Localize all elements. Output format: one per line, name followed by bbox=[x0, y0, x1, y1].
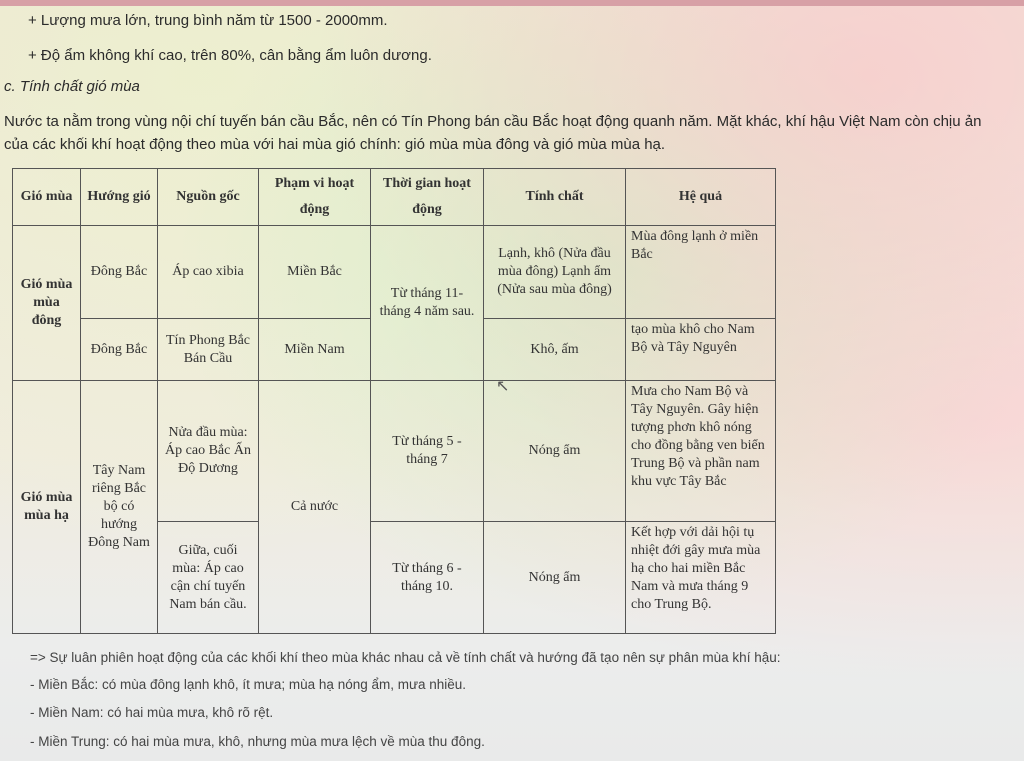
origin-cell: Tín Phong Bắc Bán Cầu bbox=[158, 319, 259, 381]
origin-cell: Giữa, cuối mùa: Áp cao cận chí tuyến Nam bán cầu. bbox=[158, 522, 259, 634]
direction-cell: Tây Nam riêng Bắc bộ có hướng Đông Nam bbox=[81, 381, 158, 634]
origin-cell: Áp cao xibia bbox=[158, 226, 259, 319]
time-cell: Từ tháng 5 - tháng 7 bbox=[371, 381, 484, 522]
header-cell: Hệ quả bbox=[626, 169, 776, 226]
table-header-row bbox=[13, 169, 776, 226]
effect-cell: tạo mùa khô cho Nam Bộ và Tây Nguyên bbox=[626, 319, 776, 381]
header-cell: Gió mùa bbox=[13, 169, 81, 226]
winter-monsoon-label: Gió mùa mùa đông bbox=[13, 226, 81, 381]
rain-bullet: + Lượng mưa lớn, trung bình năm từ 1500 - 2000mm. bbox=[28, 12, 388, 29]
property-cell: Nóng ẩm bbox=[484, 381, 626, 522]
header-cell: Thời gian hoạt động bbox=[371, 169, 484, 226]
effect-cell: Mùa đông lạnh ở miền Bắc bbox=[626, 226, 776, 319]
direction-cell: Đông Bắc bbox=[81, 319, 158, 381]
conclusion-north: - Miền Bắc: có mùa đông lạnh khô, ít mưa; mùa hạ nóng ẩm, mưa nhiều. bbox=[30, 677, 467, 692]
screen-top-edge bbox=[0, 0, 1024, 6]
time-cell: Từ tháng 11- tháng 4 năm sau. bbox=[371, 226, 484, 381]
conclusion-central: - Miền Trung: có hai mùa mưa, khô, nhưng mùa mưa lệch về mùa thu đông. bbox=[30, 734, 485, 749]
humidity-bullet: + Độ ẩm không khí cao, trên 80%, cân bằng ẩm luôn dương. bbox=[28, 47, 432, 64]
range-cell: Miền Bắc bbox=[259, 226, 371, 319]
table-row bbox=[13, 381, 776, 522]
table-row bbox=[13, 226, 776, 319]
property-cell: Lạnh, khô (Nửa đầu mùa đông) Lạnh ẩm (Nửa sau mùa đông) bbox=[484, 226, 626, 319]
range-cell: Miền Nam bbox=[259, 319, 371, 381]
header-cell: Phạm vi hoạt động bbox=[259, 169, 371, 226]
header-cell: Hướng gió bbox=[81, 169, 158, 226]
section-heading: c. Tính chất gió mùa bbox=[4, 78, 140, 95]
summer-monsoon-label: Gió mùa mùa hạ bbox=[13, 381, 81, 634]
header-cell: Tính chất bbox=[484, 169, 626, 226]
property-cell: Khô, ấm bbox=[484, 319, 626, 381]
conclusion-summary: => Sự luân phiên hoạt động của các khối khí theo mùa khác nhau cả về tính chất và hướng đã tạo nên sự phân mùa khí hậu: bbox=[30, 650, 781, 665]
monsoon-table bbox=[12, 168, 776, 634]
intro-line-2: của các khối khí hoạt động theo mùa với hai mùa gió chính: gió mùa mùa đông và gió mùa mùa hạ. bbox=[4, 136, 666, 153]
origin-cell: Nửa đầu mùa: Áp cao Bắc Ấn Độ Dương bbox=[158, 381, 259, 522]
mouse-cursor-icon: ↖ bbox=[496, 378, 510, 395]
effect-cell: Mưa cho Nam Bộ và Tây Nguyên. Gây hiện tượng phơn khô nóng cho đồng bằng ven biển Trung Bộ và phần nam khu vực Tây Bắc bbox=[626, 381, 776, 522]
property-cell: Nóng ẩm bbox=[484, 522, 626, 634]
range-cell: Cả nước bbox=[259, 381, 371, 634]
header-cell: Nguồn gốc bbox=[158, 169, 259, 226]
intro-line-1: Nước ta nằm trong vùng nội chí tuyến bán cầu Bắc, nên có Tín Phong bán cầu Bắc hoạt động quanh năm. Mặt khác, khí hậu Việt Nam còn chịu ản bbox=[4, 113, 982, 130]
time-cell: Từ tháng 6 - tháng 10. bbox=[371, 522, 484, 634]
direction-cell: Đông Bắc bbox=[81, 226, 158, 319]
conclusion-south: - Miền Nam: có hai mùa mưa, khô rõ rệt. bbox=[30, 705, 274, 720]
effect-cell: Kết hợp với dải hội tụ nhiệt đới gây mưa mùa hạ cho hai miền Bắc Nam và mưa tháng 9 cho Trung Bộ. bbox=[626, 522, 776, 634]
